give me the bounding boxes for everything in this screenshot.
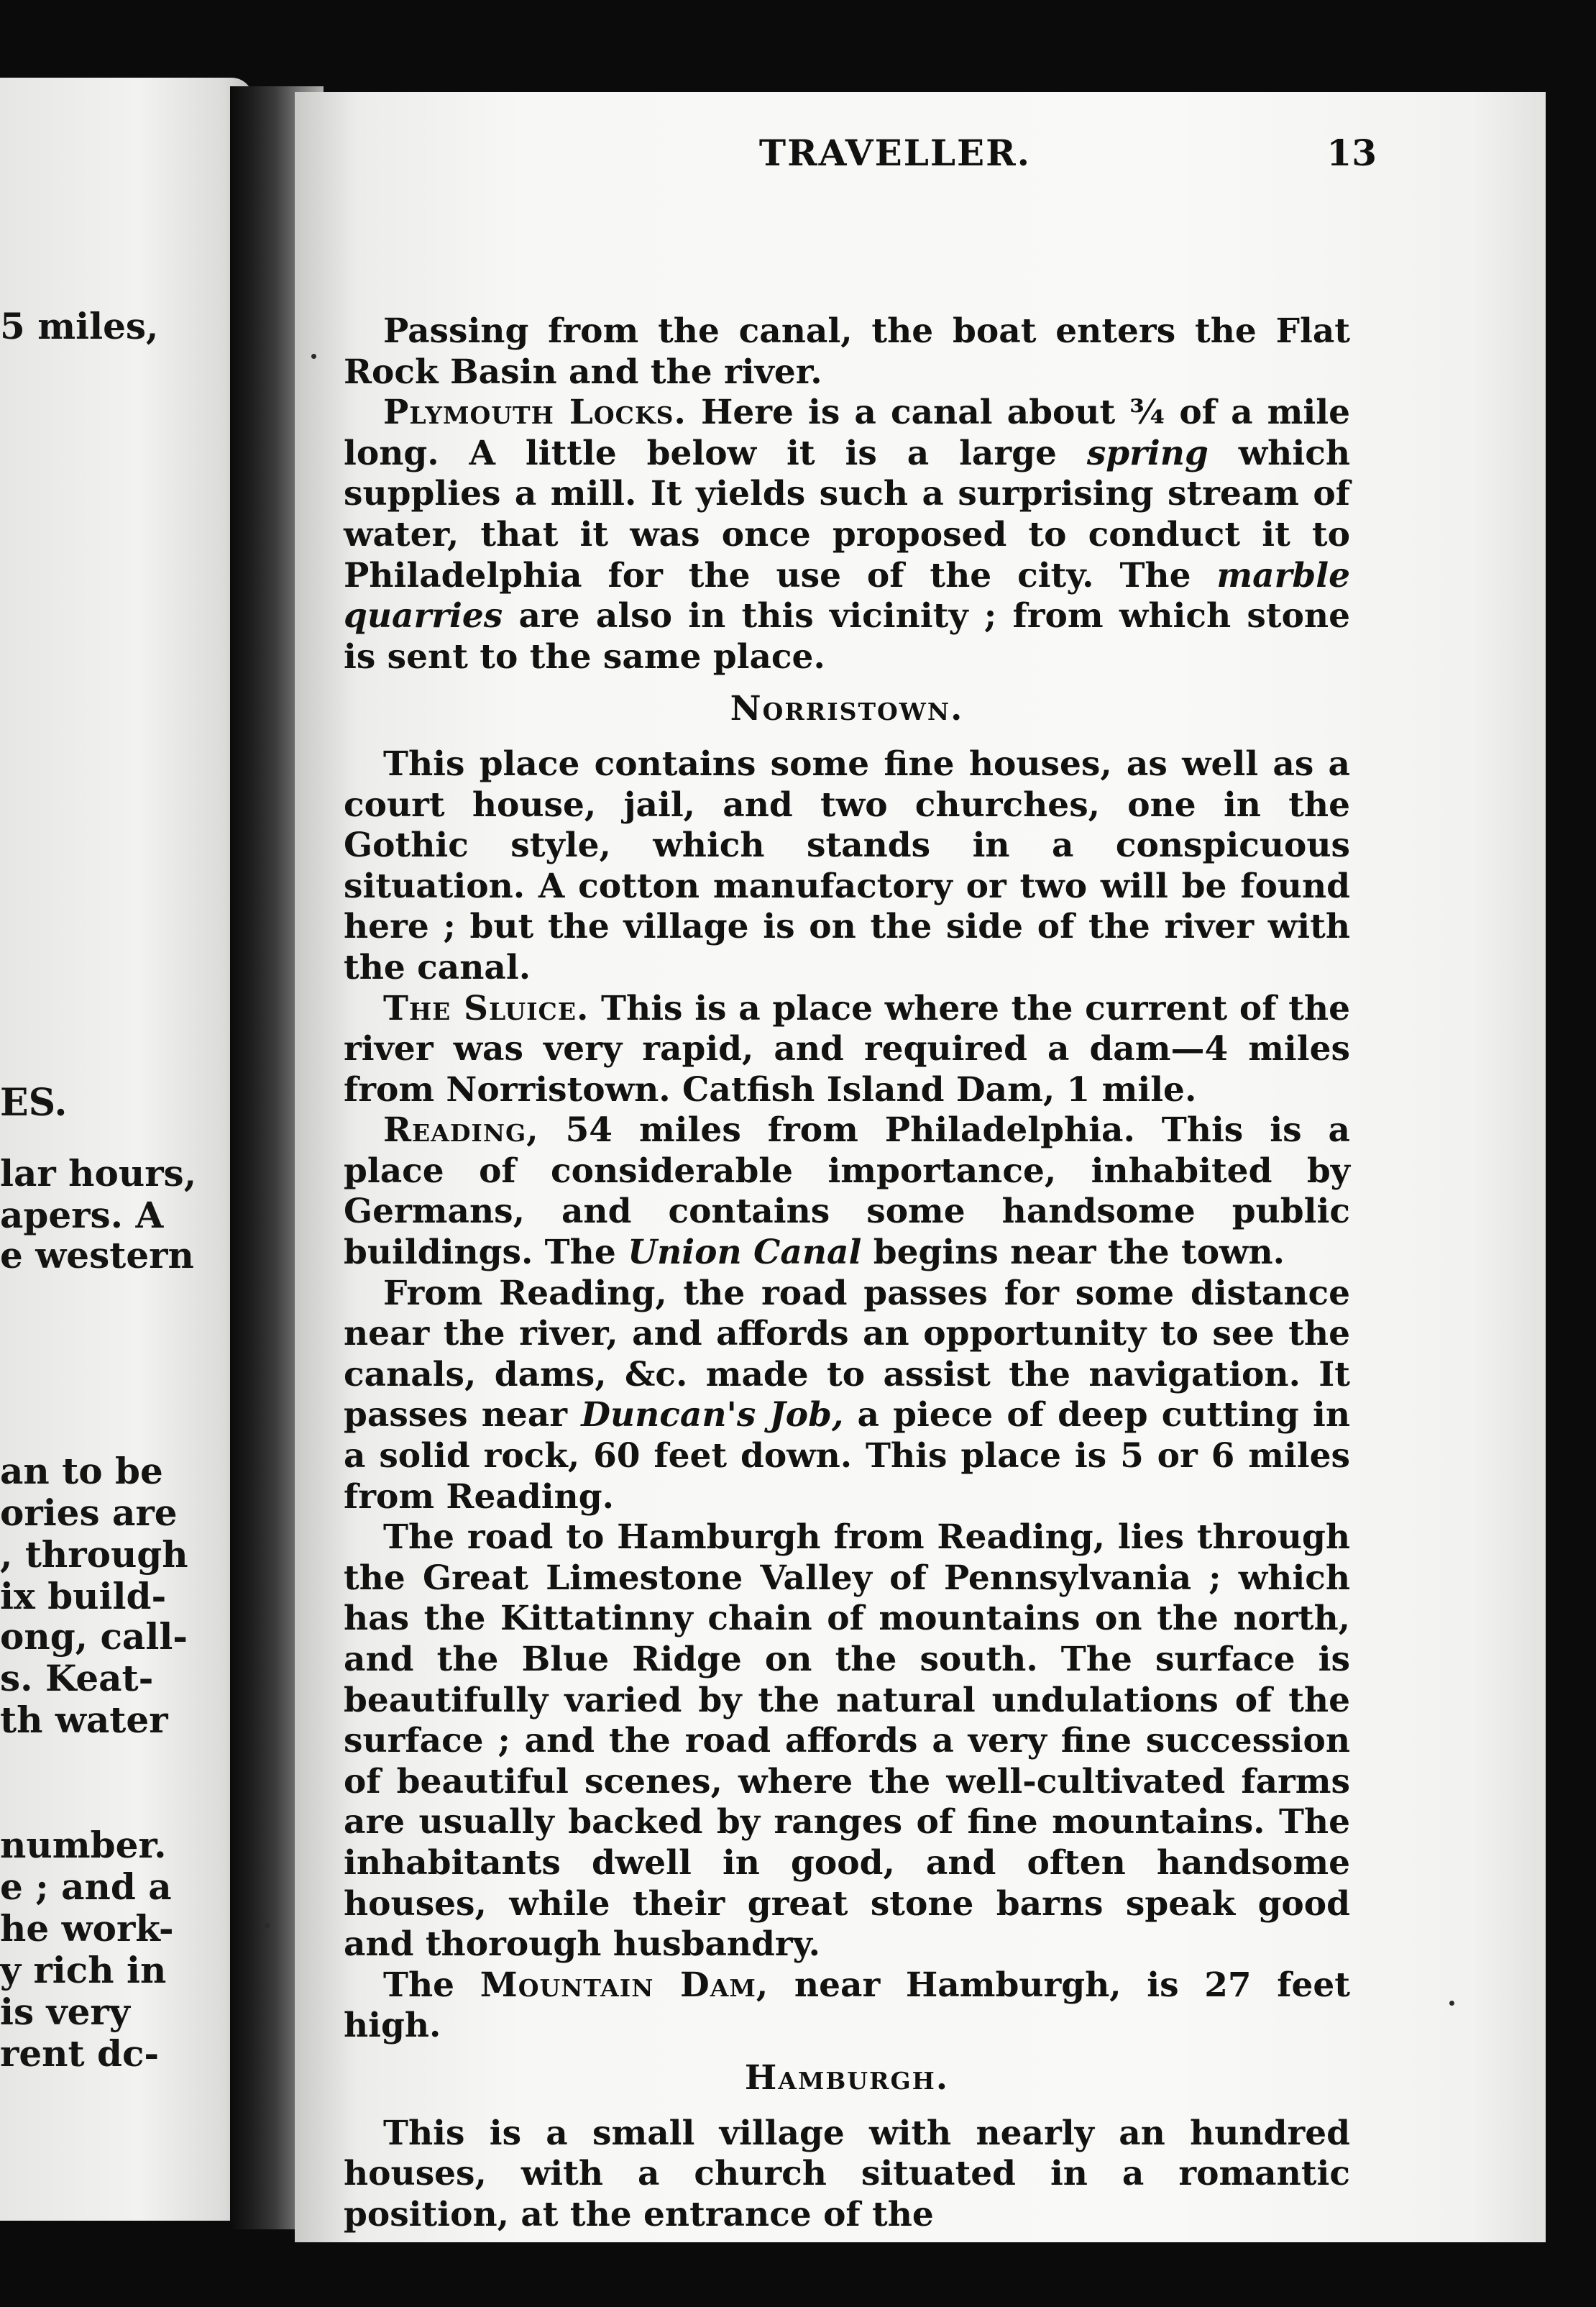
left-page-fragment: , through (0, 1533, 188, 1576)
paragraph: The Sluice. This is a place where the current of the river was very rapid, and required a dam—4 miles from Norristown. Catfish Island Dam, 1 mile. (344, 988, 1350, 1110)
paragraph: This is a small village with nearly an hundred houses, with a church situated in a romantic position, at the entrance of the (344, 2113, 1350, 2234)
dust-speck (1449, 2001, 1454, 2006)
left-page-fragment: e western (0, 1234, 194, 1276)
left-page-fragment: s. Keat- (0, 1657, 154, 1699)
left-page-fragment: ories are (0, 1491, 178, 1534)
dust-speck (265, 1923, 270, 1928)
paragraph: The road to Hamburgh from Reading, lies through the Great Limestone Valley of Pennsylvania ; which has the Kittatinny chain of mountains on the north, and the Blue Ridge on the south. The surface is beautifully varied by the natural undulations of the surface ; and the road affords a very fine succession of beautiful scenes, where the well-cultivated farms are usually backed by ranges of fine mountains. The inhabitants dwell in good, and often handsome houses, while their great stone barns speak good and thorough husbandry. (344, 1517, 1350, 1965)
running-head: TRAVELLER. (758, 132, 1032, 174)
left-page-fragment: rent dc- (0, 2032, 160, 2075)
page-header (413, 132, 1377, 189)
paragraph: Plymouth Locks. Here is a canal about ¾ of a mile long. A little below it is a large spring which supplies a mill. It yields such a surprising stream of water, that it was once proposed to conduct it to Philadelphia for the use of the city. The marble quarries are also in this vicinity ; from which stone is sent to the same place. (344, 393, 1350, 677)
left-page (0, 78, 253, 2221)
paragraph: The Mountain Dam, near Hamburgh, is 27 feet high. (344, 1965, 1351, 2046)
paragraph-lead: Plymouth Locks. (383, 393, 687, 433)
page-body (344, 311, 1350, 2235)
emphasis: marble quarries (344, 555, 1350, 636)
left-page-heading-fragment: ES. (0, 1081, 68, 1125)
left-page-fragment: he work- (0, 1907, 174, 1950)
emphasis: spring (1086, 433, 1209, 473)
dust-speck (259, 1589, 264, 1594)
paragraph: This place contains some fine houses, as well as a court house, jail, and two churches, one in the Gothic style, which stands in a conspicuous situation. A cotton manufactory or two will be found here ; but the village is on the side of the river with the canal. (344, 744, 1350, 987)
left-page-fragment: lar hours, (0, 1152, 197, 1194)
left-page-fragment: y rich in (0, 1949, 167, 1991)
left-page-fragment: number. (0, 1824, 167, 1866)
paragraph-lead: The Sluice. (383, 988, 590, 1028)
section-heading: Norristown. (730, 689, 964, 729)
paragraph-lead: Mountain Dam, (480, 1965, 769, 2005)
dust-speck (311, 354, 316, 359)
left-page-fragment: is very (0, 1991, 130, 2033)
paragraph-lead: Reading, (383, 1110, 539, 1151)
emphasis: Union Canal (628, 1233, 862, 1273)
emphasis: Duncan's Job, (581, 1395, 844, 1435)
left-page-fragment: th water (0, 1699, 168, 1741)
paragraph: From Reading, the road passes for some distance near the river, and affords an opportunity to see the canals, dams, &c. made to assist the navigation. It passes near Duncan's Job, a piece of deep cutting in a solid rock, 60 feet down. This place is 5 or 6 miles from Reading. (344, 1273, 1351, 1517)
left-page-fragment: ong, call- (0, 1615, 188, 1658)
section-heading: Hamburgh. (744, 2057, 950, 2098)
left-page-fragment: ix build- (0, 1575, 167, 1617)
left-page-fragment: an to be (0, 1450, 163, 1492)
left-page-fragment: apers. A (0, 1194, 164, 1236)
left-page-fragment: 5 miles, (0, 305, 159, 347)
paragraph: Reading, 54 miles from Philadelphia. This is a place of considerable importance, inhabited by Germans, and contains some handsome public buildings. The Union Canal begins near the town. (344, 1110, 1350, 1273)
left-page-fragment: e ; and a (0, 1865, 172, 1908)
paragraph: Passing from the canal, the boat enters the Flat Rock Basin and the river. (344, 311, 1350, 392)
page-number: 13 (1326, 132, 1377, 174)
